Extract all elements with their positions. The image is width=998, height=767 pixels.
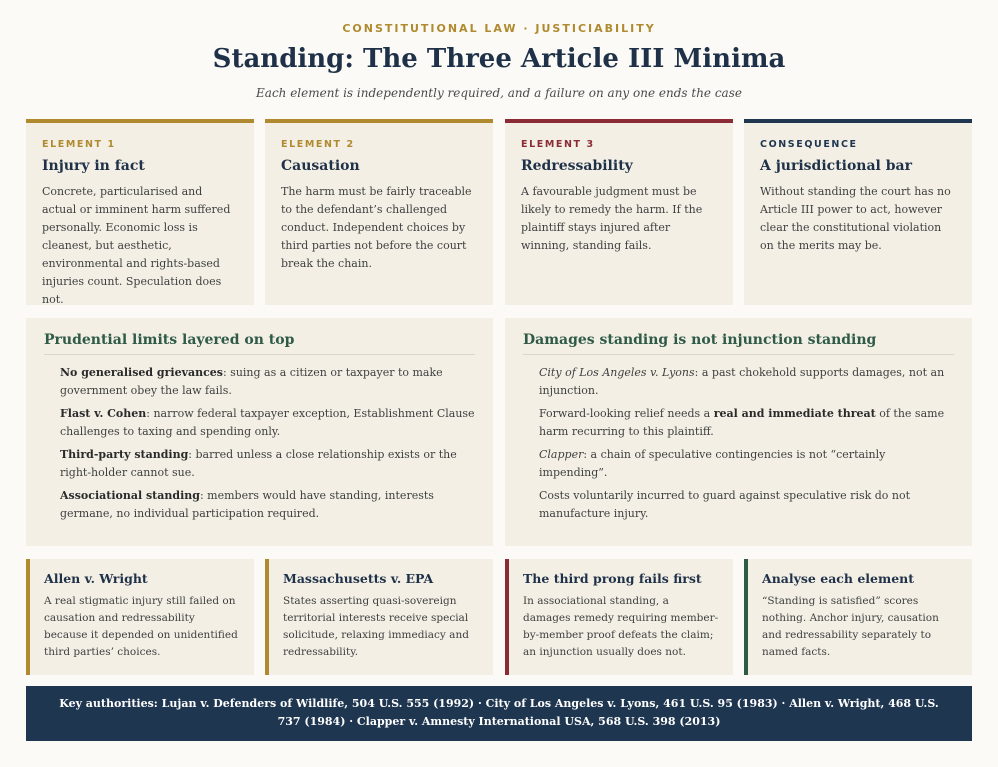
element-title: Causation [281,158,360,174]
element-body: The harm must be fairly traceable to the defendant’s challenged conduct. Independent choices by third parties not before the court break the chain. [281,185,472,270]
item-lead: Associational standing [60,489,200,502]
key-authorities-footer: Key authorities: Lujan v. Defenders of Wildlife, 504 U.S. 555 (1992) · City of Los Angeles v. Lyons, 461 U.S. 95 (1983) · Allen v. Wright, 468 U.S. 737 (1984) · Clapper v. Amnesty International USA, 568 U.S. 398 (2013) [26,686,972,741]
case-title: Analyse each element [762,571,915,586]
section-kicker: CONSTITUTIONAL LAW · JUSTICIABILITY [342,22,656,35]
case-card-third-prong [505,559,733,675]
item-lead: No generalised grievances [60,366,223,379]
list-item [539,364,954,400]
list-item [60,405,475,441]
case-card-massachusetts [265,559,493,675]
list-item [539,405,954,441]
item-text: Forward-looking relief needs a [539,407,714,420]
item-text: : a chain of speculative contingencies is not “certainly impending”. [539,448,886,479]
element-card-consequence [744,119,972,305]
case-card-analyse [744,559,972,675]
element-title: Injury in fact [42,158,145,174]
item-text: : narrow federal taxpayer exception, Establishment Clause challenges to taxing and spending only. [60,407,475,438]
page-subtitle: Each element is independently required, and a failure on any one ends the case [256,86,742,100]
item-text: : a past chokehold supports damages, not an injunction. [539,366,945,397]
damages-standing-panel [505,318,972,546]
element-body: Concrete, particularised and actual or imminent harm suffered personally. Economic loss is cleanest, but aesthetic, environmental and rights-based injuries count. Speculation does not. [42,185,231,306]
list-item [60,446,475,482]
element-label: CONSEQUENCE [760,139,858,150]
case-title: Allen v. Wright [44,571,148,586]
element-label: ELEMENT 1 [42,139,116,150]
panel-title: Damages standing is not injunction standing [523,332,954,355]
element-label: ELEMENT 2 [281,139,355,150]
case-body: “Standing is satisfied” scores nothing. Anchor injury, causation and redressability separately to named facts. [762,595,939,658]
prudential-limits-panel [26,318,493,546]
item-lead: Third-party standing [60,448,189,461]
element-card-injury [26,119,254,305]
panel-title: Prudential limits layered on top [44,332,475,355]
item-lead: Flast v. Cohen [60,407,147,420]
item-text: Costs voluntarily incurred to guard against speculative risk do not manufacture injury. [539,489,911,520]
case-name: City of Los Angeles v. Lyons [539,366,695,379]
item-emphasis: real and immediate threat [713,407,876,420]
list-item [539,446,954,482]
element-body: A favourable judgment must be likely to remedy the harm. If the plaintiff stays injured after winning, standing fails. [521,185,703,252]
element-title: Redressability [521,158,633,174]
item-text: of the same harm recurring to this plaintiff. [539,407,945,438]
case-card-allen [26,559,254,675]
case-title: The third prong fails first [523,571,702,586]
element-body: Without standing the court has no Article III power to act, however clear the constitutional violation on the merits may be. [760,185,951,252]
case-name: Clapper [539,448,584,461]
item-text: : suing as a citizen or taxpayer to make government obey the law fails. [60,366,443,397]
case-body: States asserting quasi-sovereign territorial interests receive special solicitude, relaxing immediacy and redressability. [283,595,469,658]
element-label: ELEMENT 3 [521,139,595,150]
element-card-redressability [505,119,733,305]
list-item [60,364,475,400]
element-card-causation [265,119,493,305]
case-body: In associational standing, a damages remedy requiring member-by-member proof defeats the claim; an injunction usually does not. [523,595,719,658]
item-text: : barred unless a close relationship exists or the right-holder cannot sue. [60,448,457,479]
case-body: A real stigmatic injury still failed on causation and redressability because it depended on unidentified third parties’ choices. [44,595,238,658]
element-title: A jurisdictional bar [760,158,912,174]
list-item [539,487,954,523]
list-item [60,487,475,523]
item-text: : members would have standing, interests germane, no individual participation required. [60,489,434,520]
page-title: Standing: The Three Article III Minima [212,44,786,74]
case-title: Massachusetts v. EPA [283,571,434,586]
